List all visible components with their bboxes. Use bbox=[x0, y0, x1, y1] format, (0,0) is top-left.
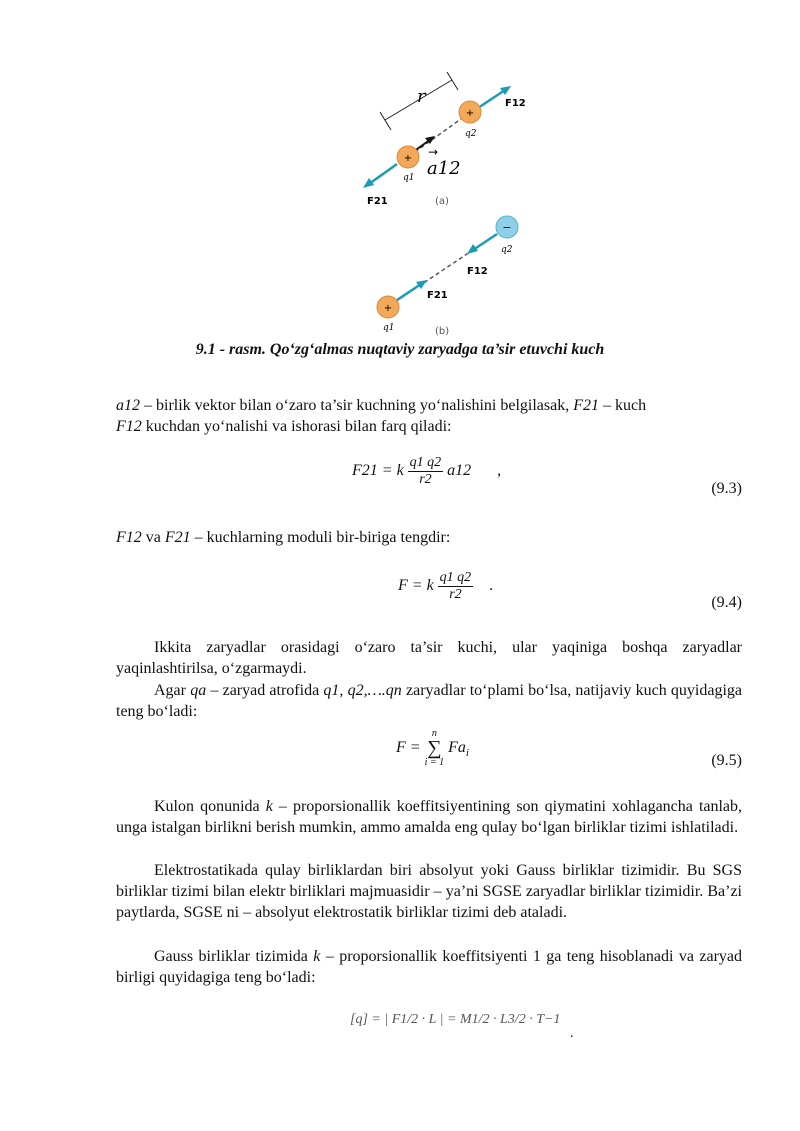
coulomb-force-figure bbox=[355, 72, 555, 342]
r-label: r bbox=[417, 86, 426, 107]
a12-label: a12 bbox=[427, 158, 461, 179]
svg-text:+: + bbox=[465, 108, 475, 119]
panel-b-label: (b) bbox=[435, 326, 450, 337]
svg-text:→: → bbox=[428, 145, 439, 159]
f12-symbol: F12 bbox=[116, 418, 142, 435]
q2-label-a: q2 bbox=[465, 129, 477, 139]
paragraph-gauss-system: Elektrostatikada qulay birliklardan biri absolyut yoki Gauss birliklar tizimidir. Bu SGS birliklar tizimi bilan elektr birliklari majmuasidir – ya’ni SGSE zaryadlar birliklar tizimidir. Ba’zi paytlarda, SGSE ni – absolyut elektrostatik birliklar tizimi deb ataladi. bbox=[116, 862, 742, 921]
f12-label-b: F12 bbox=[467, 266, 488, 277]
f21-symbol: F21 bbox=[573, 397, 600, 414]
equation-number-9-4: (9.4) bbox=[711, 594, 742, 611]
equation-number-9-3: (9.3) bbox=[711, 480, 742, 497]
q1-label-b: q1 bbox=[383, 323, 395, 333]
paragraph-superposition: Agar qa – zaryad atrofida q1, q2,….qn zaryadlar to‘plami bo‘lsa, natijaviy kuch quyidagiga teng bo‘ladi: bbox=[116, 682, 743, 720]
q1-label-a: q1 bbox=[403, 173, 415, 183]
q2-label-b: q2 bbox=[501, 245, 513, 255]
paragraph-charge-unit: Gauss birliklar tizimida k – proporsionallik koeffitsiyenti 1 ga teng hisoblanadi va zaryad birligi quyidagiga teng bo‘ladi: bbox=[116, 948, 742, 986]
equation-charge-unit: [q] = | F1/2 · L | = M1/2 · L3/2 · T−1 . bbox=[350, 1012, 574, 1041]
svg-text:−: − bbox=[502, 221, 512, 234]
svg-text:+: + bbox=[403, 153, 413, 164]
figure-panel-a bbox=[363, 72, 526, 207]
figure-panel-b bbox=[377, 216, 518, 337]
a12-symbol: a12 bbox=[116, 397, 140, 414]
paragraph-unit-vector: a12 – birlik vektor bilan o‘zaro ta’sir kuchning yo‘nalishini belgilasak, F21 – kuch F12 kuchdan yo‘nalishi va ishorasi bilan farq qiladi: bbox=[116, 397, 647, 435]
f21-label-a: F21 bbox=[367, 196, 388, 207]
paragraph-coulomb-law: Kulon qonunida k – proporsionallik koeffitsiyentining son qiymatini xohlagancha tanlab, unga istalgan birlikni berish mumkin, ammo amalda eng qulay bo‘lgan birliklar tizimi ishlatiladi. bbox=[116, 798, 743, 836]
f21-label-b: F21 bbox=[427, 290, 448, 301]
svg-text:+: + bbox=[383, 303, 393, 314]
force-f21-arrow bbox=[363, 178, 374, 188]
f12-label-a: F12 bbox=[505, 98, 526, 109]
paragraph-moduli: F12 va F21 – kuchlarning moduli bir-biriga tengdir: bbox=[116, 529, 451, 546]
paragraph-invariance: Ikkita zaryadlar orasidagi o‘zaro ta’sir kuchi, ular yaqiniga boshqa zaryadlar yaqinlashtirilsa, o‘zgarmaydi. bbox=[116, 639, 742, 677]
force-f12-arrow-b bbox=[467, 244, 478, 254]
equation-9-5: F = n ∑ i = 1 $Fa_i$ bbox=[396, 728, 469, 768]
equation-9-3: F21 = k $\frac{q1 q2}{r2}$ a12 , bbox=[352, 455, 502, 487]
equation-9-4: F = k $\frac{q1 q2}{r2}$ . bbox=[398, 570, 494, 602]
equation-number-9-5: (9.5) bbox=[711, 752, 742, 769]
figure-caption: 9.1 - rasm. Qo‘zg‘almas nuqtaviy zaryadga ta’sir etuvchi kuch bbox=[195, 341, 605, 358]
panel-a-label: (a) bbox=[435, 196, 449, 207]
